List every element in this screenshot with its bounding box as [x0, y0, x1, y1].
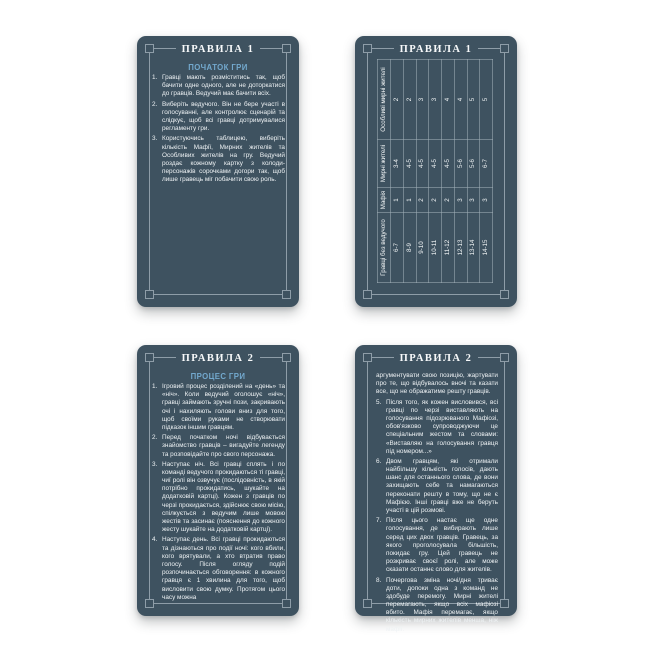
table-cell: 4-5: [429, 140, 442, 188]
rule-item-text: Гравці мають розміститись так, щоб бачити одне одного, але не доторкатися до гравців. Ведучий має бачити всіх.: [162, 74, 285, 98]
table-row: [442, 60, 455, 283]
table-cell: 3-4: [391, 140, 404, 188]
table-row: [480, 60, 493, 283]
rules-list: [152, 383, 285, 604]
rule-item: [152, 74, 285, 99]
card-title-row: [355, 348, 517, 366]
table-header-cell: Мирні жителі: [378, 140, 391, 188]
rule-item-text: Перед початком ночі відбувається знайомство гравців – вигадуйте легенду та розповідайте про свого персонажа.: [162, 434, 285, 458]
corner-square-ornament: [363, 290, 372, 299]
table-cell: 4-5: [442, 140, 455, 188]
rule-item: [376, 458, 498, 515]
table-header-cell: Гравці без ведучого: [378, 213, 391, 283]
card-title: ПРАВИЛА 2: [176, 353, 261, 364]
rule-item-number: 4.: [152, 536, 158, 544]
corner-square-ornament: [363, 599, 372, 608]
card-subtitle: ПРОЦЕС ГРИ: [190, 372, 246, 381]
table-cell: 6-7: [391, 213, 404, 283]
rule-item-number: 3.: [152, 460, 158, 468]
card-rules1-start: [137, 36, 299, 307]
table-row: [416, 60, 429, 283]
rule-item-number: 3.: [152, 135, 158, 143]
rule-item-number: 6.: [376, 457, 382, 465]
rule-continuation-text: аргументувати свою позицію, жартувати про те, що відбувалось вночі та казати все, що не ображатиме решту гравців.: [376, 372, 498, 396]
rule-item-text: Після того, як кожен висловився, всі гравці по черзі виставляють на голосування підозрюваного Мафіозі, обов'язково супроводжуючи це спеціальним жестом та словами: «Виставляю на голосування гравця під номером...»: [386, 398, 498, 455]
rules-list: [152, 74, 285, 186]
table-cell: 4: [454, 60, 467, 140]
rules-list-items: [376, 399, 498, 634]
card-rules2-process: [137, 345, 299, 616]
table-row: [391, 60, 404, 283]
table-row: [403, 60, 416, 283]
rule-item: [152, 135, 285, 184]
table-cell: 14-15: [480, 213, 493, 283]
table-cell: 2: [442, 188, 455, 213]
table-cell: 2: [429, 188, 442, 213]
table-row: [429, 60, 442, 283]
rule-item-text: Користуючись таблицею, виберіть кількість Мафії, Мирних жителів та Особливих жителів на гру. Ведучий роздає кожному картку з колоди-персонажів сорочками догори так, щоб лише гравець міг побачити свою роль.: [162, 135, 285, 184]
card-title-row: [355, 39, 517, 57]
rule-item-number: 2.: [152, 434, 158, 442]
table-cell: 3: [467, 188, 480, 213]
table-cell: 5-6: [454, 140, 467, 188]
rule-item: [152, 536, 285, 602]
rule-item-text: Виберіть ведучого. Він не бере участі в голосуванні, але контролює сценарій та слідкує, щоб всі гравці дотримувалися регламенту гри.: [162, 100, 285, 133]
rule-item-number: 7.: [376, 517, 382, 525]
rule-item: [152, 383, 285, 432]
table-cell: 3: [454, 188, 467, 213]
table-row: [467, 60, 480, 283]
table-cell: 11-12: [442, 213, 455, 283]
table-cell: 6-7: [480, 140, 493, 188]
table-cell: 3: [429, 60, 442, 140]
corner-square-ornament: [145, 290, 154, 299]
rule-item: [376, 577, 498, 634]
rule-item-text: Двом гравцям, які отримали найбільшу кількість голосів, дають шанс для останнього слова, де вони захищають себе та намагаються переконати решту в тому, що не є Мафією. Інші гравці вже не беруть участі в цій розмові.: [386, 457, 498, 514]
table-cell: 10-11: [429, 213, 442, 283]
table-cell: 2: [416, 188, 429, 213]
table-cell: 5: [480, 60, 493, 140]
roles-count-table: [377, 59, 493, 283]
card-rules2-end: [355, 345, 517, 633]
rule-item-number: 1.: [152, 74, 158, 81]
card-title: ПРАВИЛА 1: [394, 44, 479, 55]
rule-item: [152, 101, 285, 134]
table-cell: 5-6: [467, 140, 480, 188]
table-row: [454, 60, 467, 283]
rule-item-number: 2.: [152, 100, 158, 108]
rule-item-number: 1.: [152, 383, 158, 390]
rule-item-text: Наступає ніч. Всі гравці сплять і по команді ведучого прокидаються ті гравці, чиї ролі він озвучує (послідовність, в якій потрібно прокидатись, шукайте на додатковій картці). Кожен з гравців по черзі прокидається, здійснює свою місію, спілкується з ведучим лише мовою жестів та засинає (пояснення до кожного жесту шукайте на додатковій картці).: [162, 460, 285, 534]
corner-square-ornament: [282, 290, 291, 299]
rule-item: [152, 461, 285, 535]
table-cell: 12-13: [454, 213, 467, 283]
rule-item: [152, 434, 285, 459]
card-subtitle: ПОЧАТОК ГРИ: [188, 63, 248, 72]
rule-item-text: Ігровий процес розділений на «день» та «ніч». Коли ведучий оголошує «ніч», гравці займають зручні пози, закривають очі і нахиляють голови вниз для того, щоб своїми руками не створювати підказок іншим гравцям.: [162, 383, 285, 431]
table-cell: 2: [403, 60, 416, 140]
table-cell: 8-9: [403, 213, 416, 283]
rule-item: [376, 517, 498, 574]
rule-item-text: Почергова зміна ночі/дня триває доти, допоки одна з команд не здобуде перемогу. Мирні жителі перемагають, якщо всіх мафіозі вбито. Мафія перемагає, якщо кількість мирних жителів менша, ніж мафії.: [386, 576, 498, 633]
rule-item-number: 8.: [376, 576, 382, 584]
table-cell: 5: [467, 60, 480, 140]
table-cell: 3: [480, 188, 493, 213]
rule-item-text: Наступає день. Всі гравці прокидаються та дізнаються про події ночі: кого вбили, кого врятували, а хто втратив право голосу. Після огляду подій розпочинається обговорення: в кожного гравця є 1 хвилина для того, щоб висловити свою думку. Протягом цього часу можна: [162, 536, 285, 601]
card-title-row: [137, 348, 299, 366]
table-cell: 4: [442, 60, 455, 140]
table-cell: 9-10: [416, 213, 429, 283]
table-header-row: [378, 60, 391, 283]
card-title: ПРАВИЛА 2: [394, 353, 479, 364]
table-cell: 2: [391, 60, 404, 140]
table-cell: 1: [403, 188, 416, 213]
corner-square-ornament: [500, 290, 509, 299]
roles-table-area: [377, 60, 492, 283]
rules-list: [376, 372, 498, 636]
table-cell: 4-5: [416, 140, 429, 188]
corner-square-ornament: [500, 599, 509, 608]
card-rules1-table: [355, 36, 517, 307]
table-cell: 13-14: [467, 213, 480, 283]
rule-item: [376, 399, 498, 456]
table-cell: 3: [416, 60, 429, 140]
card-title: ПРАВИЛА 1: [176, 44, 261, 55]
table-header-cell: Мафія: [378, 188, 391, 213]
rule-item-text: Після цього настає ще одне голосування, де вибирають лише серед цих двох гравців. Гравець, за якого проголосувала більшість, покидає гру. Цей гравець не розкриває своєї ролі, але може сказати останнє слово для жителів.: [386, 517, 498, 574]
card-title-row: [137, 39, 299, 57]
table-cell: 4-5: [403, 140, 416, 188]
table-header-cell: Особливі мирні жителі: [378, 60, 391, 140]
rule-item-number: 5.: [376, 398, 382, 406]
table-cell: 1: [391, 188, 404, 213]
